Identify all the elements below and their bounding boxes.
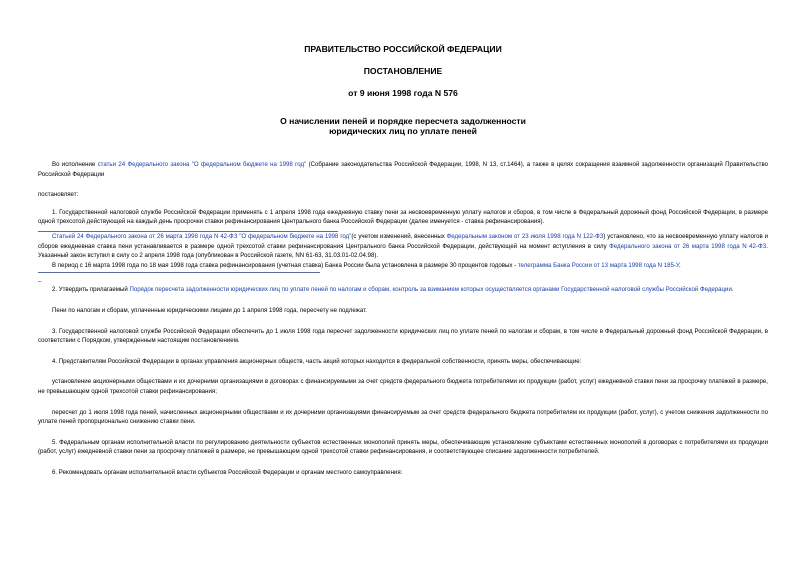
document-title-line-1: О начислении пеней и порядке пересчета задолженности: [280, 116, 526, 126]
item-2-text-1: 2. Утвердить прилагаемый: [52, 286, 130, 294]
issuing-authority: ПРАВИТЕЛЬСТВО РОССИЙСКОЙ ФЕДЕРАЦИИ: [304, 44, 502, 54]
note-end-marker: _: [38, 276, 42, 283]
central-bank-telegram-link[interactable]: телеграмма Банка России от 13 марта 1998 года N 185-У: [517, 261, 679, 269]
item-2-paragraph: [38, 285, 768, 295]
item-4-paragraph: 4. Представителям Российской Федерации в органах управления акционерных обществ, часть акций которых находится в федеральной собственности, принять меры, обеспечивающие:: [52, 357, 582, 365]
note-1-paragraph: [38, 232, 768, 261]
law-122fz-link[interactable]: Федеральным законом от 23 июля 1998 года N 122-ФЗ: [446, 232, 604, 240]
item-2-text-2: .: [731, 286, 734, 294]
note-2-text-1: В период с 16 марта 1998 года по 18 мая 1998 года ставка рефинансирования (учетная ставка) Банка России была установлена в размере 30 процентов годовых -: [52, 261, 518, 269]
item-4-subitem-1: установление акционерными обществами и их дочерними организациями в договорах с финансируемыми за счет средств федерального бюджета потребителями их продукции (работ, услуг) ежедневной ставки пени за просрочку платежей в размере, не превышающем одной трехсотой ставки рефинансирования;: [38, 378, 768, 395]
document-date-number: от 9 июня 1998 года N 576: [348, 88, 458, 98]
note-2-text-2: .: [679, 261, 681, 269]
law-42fz-article-link[interactable]: Статьей 24 Федерального закона от 26 марта 1998 года N 42-ФЗ "О федеральном бюджете на 1998 год": [52, 232, 352, 240]
note-divider-bottom: [38, 272, 320, 273]
preamble-text-1: Во исполнение: [52, 161, 98, 168]
item-3-paragraph: 3. Государственной налоговой службе Российской Федерации обеспечить до 1 июля 1998 года пересчет задолженности юридических лиц по уплате пеней по налогам и сборам, в том числе в Федеральный дорожный фонд Российской Федерации, в соответствии с Порядком, утвержденным настоящим постановлением.: [38, 327, 768, 345]
resolves-text: постановляет:: [38, 191, 79, 199]
item-6-paragraph: 6. Рекомендовать органам исполнительной власти субъектов Российской Федерации и органам местного самоуправления:: [52, 468, 403, 476]
document-type: ПОСТАНОВЛЕНИЕ: [363, 66, 443, 76]
item-5-paragraph: 5. Федеральным органам исполнительной власти по регулированию деятельности субъектов естественных монополий принять меры, обеспечивающие установление субъектами естественных монополий в договорах с потребителями их продукции (работ, услуг) ежедневной ставки пени за просрочку платежей в размере, не превышающем одной трехсотой ставки рефинансирования, и соответствующее списание задолженности потребителей.: [38, 438, 768, 456]
item-2-note-paragraph: Пени по налогам и сборам, уплаченные юридическими лицами до 1 апреля 1998 года, пересчету не подлежат.: [52, 306, 367, 314]
item-1-paragraph: 1. Государственной налоговой службе Российской Федерации применять с 1 апреля 1998 года ежедневную ставку пени за несвоевременную уплату налогов и сборов, в том числе в Федеральный дорожный фонд Российской Федерации, в размере одной трехсотой действующей на каждый день просрочки ставки рефинансирования Центрального банка Российской Федерации (далее именуется - ставка рефинансирования).: [38, 208, 768, 226]
law-42fz-link[interactable]: Федерального закона от 26 марта 1998 года N 42-ФЗ: [609, 242, 767, 250]
note-1-text-3: . Указанный закон вступил в силу со 2 апреля 1998 года (опубликован в Российской газете, NN 61-63, 31.03.01-02.04.98).: [38, 242, 768, 260]
recalculation-procedure-link[interactable]: Порядок пересчета задолженности юридических лиц по уплате пеней по налогам и сборам, контроль за взиманием которых осуществляется органами Государственной налоговой службы Российской Федерации: [129, 286, 732, 294]
document-page: [38, 44, 768, 477]
preamble-paragraph: [38, 160, 768, 179]
note-2-paragraph: [38, 261, 768, 271]
note-1-text-2: ) установлено, что за несвоевременную уплату налогов и сборов ежедневная ставка пени устанавливается в размере одной трехсотой ставки рефинансирования Центрального банка Российской Федерации, действующей на момент вступления в силу: [38, 232, 768, 250]
budget-law-article-link[interactable]: статьи 24 Федерального закона "О федеральном бюджете на 1998 год": [97, 161, 307, 168]
document-title-line-2: юридических лиц по уплате пеней: [329, 126, 477, 136]
preamble-text-2: (Собрание законодательства Российской Федерации, 1998, N 13, ст.1464), а также в целях сокращения взаимной задолженности организаций Правительство Российской Федерации: [38, 161, 769, 178]
note-1-text-1: (с учетом изменений, внесенных: [351, 232, 447, 240]
item-4-subitem-2: пересчет до 1 июля 1998 года пеней, начисленных акционерными обществами и их дочерними организациями финансируемым за счет средств федерального бюджета потребителям их продукции (работ, услуг), с учетом снижения задолженности по уплате пеней пропорционально снижению ставки пени.: [38, 408, 768, 426]
